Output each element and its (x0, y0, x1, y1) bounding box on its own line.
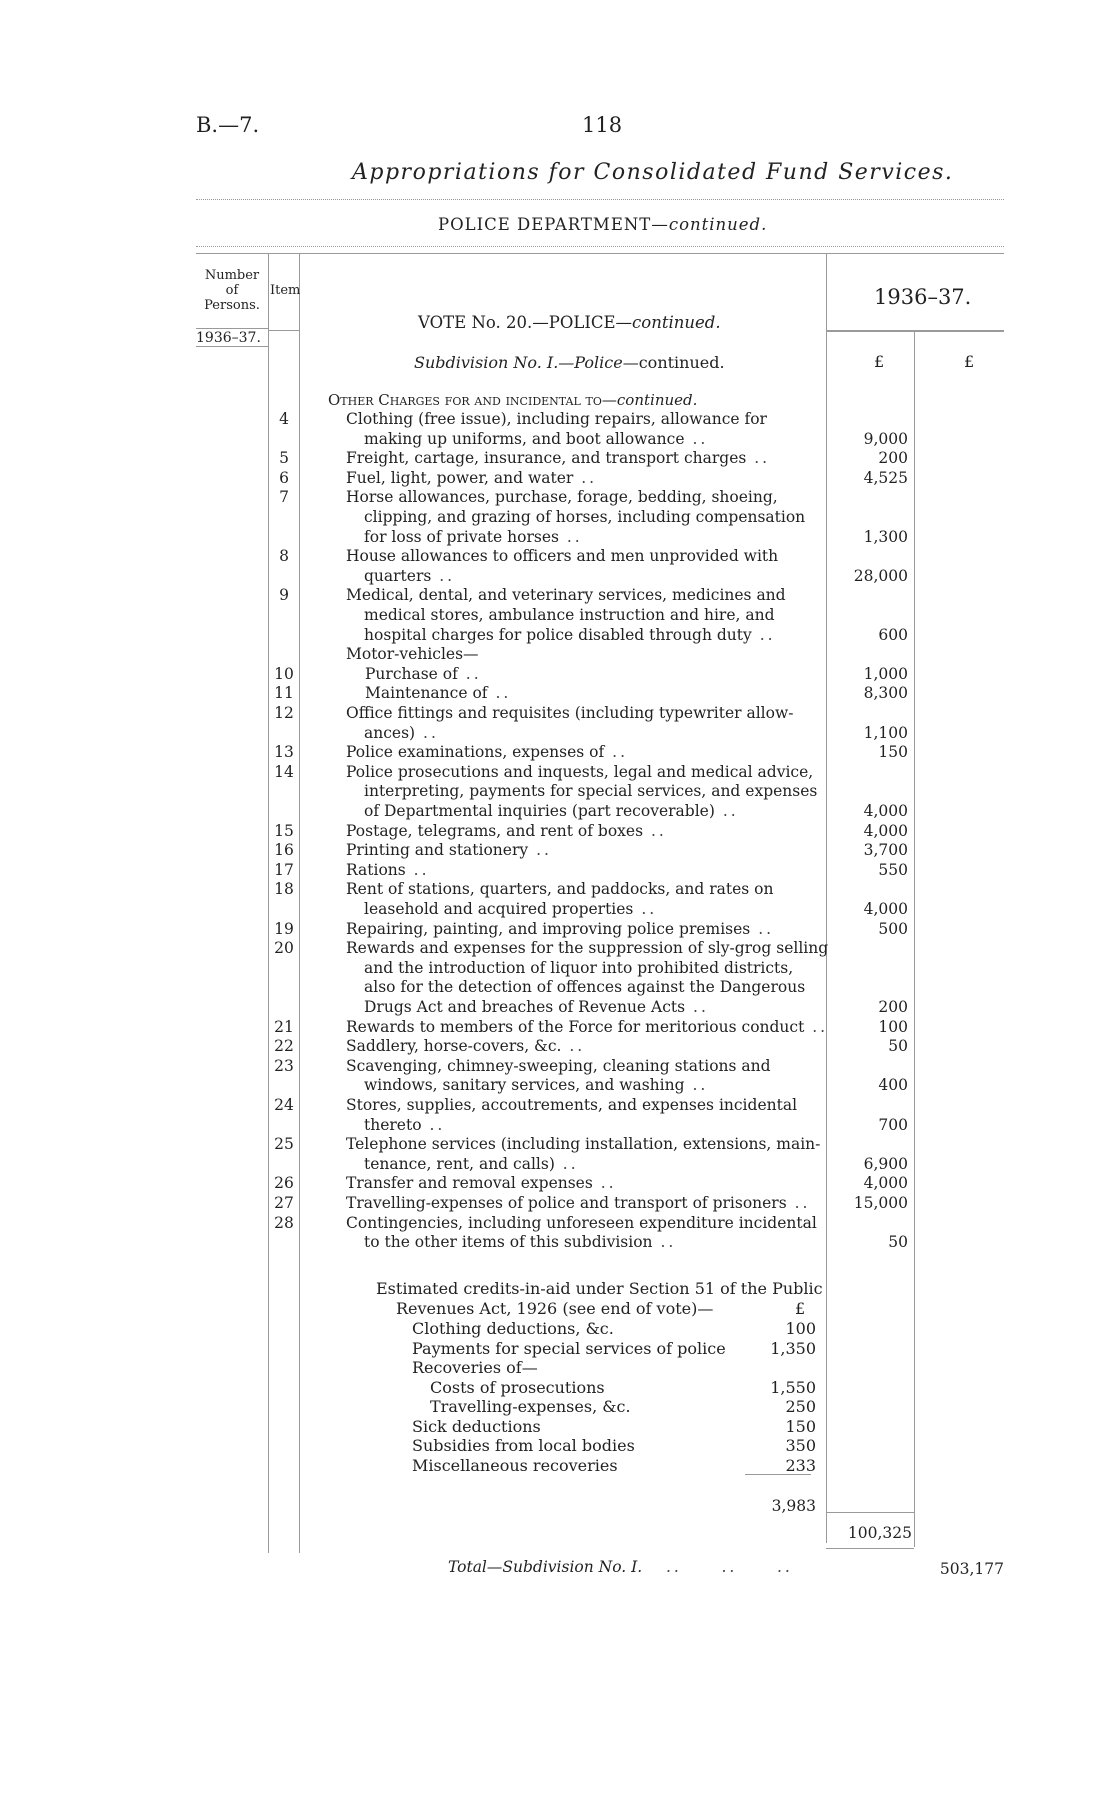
item-amount: 4,525 (863, 468, 908, 487)
item-description-line: ances) .. (364, 723, 439, 742)
item-description-text: Contingencies, including unforeseen expenditure incidental (346, 1213, 817, 1232)
credit-row-amount: 1,350 (770, 1338, 816, 1358)
item-description-text: quarters (364, 566, 432, 585)
page-number: 118 (582, 113, 623, 137)
item-amount: 50 (888, 1037, 908, 1056)
item-amount: 28,000 (853, 566, 908, 585)
item-description-text: medical stores, ambulance instruction and hire, and (364, 606, 775, 624)
item-amount: 4,000 (863, 1174, 908, 1193)
item-description-line (346, 488, 778, 507)
item-amount: 4,000 (863, 802, 908, 820)
item-number: 6 (279, 468, 289, 487)
item-description-text: tenance, rent, and calls) (364, 1154, 555, 1173)
item-number: 12 (274, 704, 294, 722)
item-description-line (346, 880, 774, 899)
item-description-line: for loss of private horses .. (364, 527, 583, 546)
item-description-line (346, 939, 828, 958)
item-description-line (346, 586, 786, 605)
item-description-line (364, 978, 805, 997)
item-description-line: hospital charges for police disabled through duty .. (364, 625, 776, 644)
item-amount: 15,000 (853, 1194, 908, 1212)
item-amount: 4,000 (863, 900, 908, 918)
item-description-text: Rations (346, 860, 406, 879)
credits-total: 3,983 (771, 1497, 816, 1515)
item-number: 19 (274, 919, 294, 938)
page-title: Appropriations for Consolidated Fund Services. (352, 160, 954, 185)
item-description-line: Purchase of .. (365, 664, 482, 683)
item-description-line (346, 547, 778, 566)
item-description-line (364, 782, 817, 801)
item-description-text: thereto (364, 1115, 422, 1134)
credit-row-amount: 233 (785, 1455, 816, 1475)
item-description-text: Telephone services (including installation, extensions, main- (346, 1135, 821, 1154)
credit-row-label: Subsidies from local bodies (412, 1436, 635, 1455)
table-top-rule (196, 253, 1004, 254)
item-description-line: to the other items of this subdivision .. (364, 1233, 677, 1252)
item-description-text: Transfer and removal expenses (346, 1174, 593, 1193)
item-description-text: Police examinations, expenses of (346, 743, 605, 762)
item-description-line: making up uniforms, and boot allowance .. (364, 429, 709, 448)
item-number: 14 (274, 762, 294, 781)
item-description-line (346, 645, 479, 664)
item-number: 4 (279, 410, 289, 428)
credits-heading-1: Estimated credits-in-aid under Section 51 of the Public (376, 1279, 823, 1298)
credits-heading-2: Revenues Act, 1926 (see end of vote)— (396, 1299, 714, 1318)
credit-row-amount: 350 (785, 1436, 816, 1455)
item-number: 20 (274, 939, 294, 958)
subtotal-amount: 100,325 (847, 1524, 912, 1542)
item-amount: 1,300 (863, 527, 908, 546)
item-description-text: of Departmental inquiries (part recoverable) (364, 802, 715, 820)
item-description-text: Scavenging, chimney-sweeping, cleaning stations and (346, 1056, 771, 1075)
item-number: 9 (279, 586, 289, 605)
total-label-text: Total—Subdivision No. I. (448, 1558, 643, 1576)
subdivision-title-text: Subdivision No. I.—Police— (414, 353, 639, 372)
item-number: 23 (274, 1056, 294, 1075)
year-header: 1936–37. (874, 285, 972, 309)
number-of-persons-header (196, 268, 268, 313)
item-number: 27 (274, 1194, 294, 1212)
item-description-line: Printing and stationery .. (346, 841, 552, 860)
department-cont: continued. (668, 215, 768, 234)
item-header: Item (270, 283, 301, 298)
persons-header-line: Persons. (204, 298, 260, 313)
item-description-text: Fuel, light, power, and water (346, 468, 574, 487)
item-number: 8 (279, 547, 289, 566)
item-description-text: clipping, and grazing of horses, including compensation (364, 508, 806, 526)
item-description-text: hospital charges for police disabled through duty (364, 625, 752, 644)
item-amount: 150 (878, 743, 908, 762)
section-heading-cont: continued. (616, 391, 698, 409)
persons-header-line: of (225, 283, 239, 298)
credit-row-label: Recoveries of— (412, 1358, 538, 1377)
credit-row-label: Clothing deductions, &c. (412, 1319, 614, 1338)
item-number: 25 (274, 1135, 294, 1154)
item-amount: 1,000 (863, 664, 908, 683)
item-amount: 100 (878, 1017, 908, 1036)
item-description-text: Saddlery, horse-covers, &c. (346, 1037, 562, 1056)
credit-row-label: Miscellaneous recoveries (412, 1455, 618, 1475)
item-amount: 50 (888, 1233, 908, 1252)
doc-ref: B.—7. (196, 113, 260, 137)
item-description-line (346, 1057, 771, 1076)
item-description-text: Rent of stations, quarters, and paddocks, and rates on (346, 880, 774, 899)
title-rule (196, 199, 1004, 200)
item-description-text: ances) (364, 723, 416, 742)
year-head-rule (826, 330, 1004, 332)
item-description-line: Rations .. (346, 860, 430, 879)
department-name: POLICE DEPARTMENT— (438, 215, 669, 234)
item-description-text: interpreting, payments for special services, and expenses (364, 782, 818, 801)
item-description-text: Office fittings and requisites (including typewriter allow- (346, 704, 794, 722)
section-heading (328, 391, 697, 409)
col-rule-persons (268, 253, 269, 1553)
credit-row-label: Sick deductions (412, 1416, 541, 1436)
item-description-line (346, 704, 793, 723)
item-description-text: Clothing (free issue), including repairs, allowance for (346, 410, 767, 428)
item-number: 22 (274, 1037, 294, 1056)
pound-header-1: £ (874, 352, 885, 371)
item-description-line (364, 508, 805, 527)
item-description-text: Rewards and expenses for the suppression of sly-grog selling (346, 939, 829, 958)
item-description-line: Travelling-expenses of police and transport of prisoners .. (346, 1194, 811, 1212)
item-description-text: Horse allowances, purchase, forage, bedding, shoeing, (346, 488, 778, 507)
item-description-text: also for the detection of offences against the Dangerous (364, 978, 806, 997)
item-description-text: Medical, dental, and veterinary services, medicines and (346, 586, 786, 605)
grand-total-amount: 503,177 (939, 1560, 1004, 1578)
item-number: 7 (279, 488, 289, 507)
item-amount: 8,300 (863, 684, 908, 703)
item-description-line (346, 1096, 797, 1115)
item-description-text: leasehold and acquired properties (364, 900, 634, 918)
persons-year-rule-top (196, 328, 268, 329)
item-amount: 4,000 (863, 821, 908, 840)
credit-row-label: Travelling-expenses, &c. (430, 1397, 631, 1416)
item-number: 15 (274, 821, 294, 840)
credit-row-amount: 1,550 (770, 1377, 816, 1397)
item-amount: 3,700 (863, 841, 908, 860)
item-amount: 200 (878, 998, 908, 1016)
vote-title (418, 313, 721, 332)
item-number: 11 (274, 684, 294, 703)
item-description-line (346, 1135, 820, 1154)
credit-row-amount: 250 (785, 1397, 816, 1416)
persons-year-rule-bottom (196, 346, 268, 347)
item-description-text: Purchase of (365, 664, 458, 683)
item-amount: 550 (878, 860, 908, 879)
item-description-line: leasehold and acquired properties .. (364, 900, 658, 918)
vote-title-text: VOTE No. 20.—POLICE— (418, 313, 633, 332)
department-heading (438, 215, 767, 234)
item-description-text: Printing and stationery (346, 841, 529, 860)
item-description-line: Freight, cartage, insurance, and transport charges .. (346, 449, 771, 468)
item-description-text: Freight, cartage, insurance, and transport charges (346, 449, 747, 468)
item-description-line (346, 763, 813, 782)
pound-header-2: £ (964, 352, 975, 371)
item-amount: 9,000 (863, 429, 908, 448)
item-description-text: to the other items of this subdivision (364, 1233, 653, 1252)
item-description-text: Postage, telegrams, and rent of boxes (346, 821, 644, 840)
credit-row-amount: 150 (785, 1416, 816, 1436)
item-description-line: Maintenance of .. (365, 684, 512, 703)
item-amount: 600 (878, 625, 908, 644)
item-description-line (346, 1214, 817, 1233)
item-amount: 6,900 (863, 1154, 908, 1173)
subdivision-title (414, 353, 725, 372)
item-description-text: House allowances to officers and men unprovided with (346, 547, 779, 566)
item-amount: 1,100 (863, 723, 908, 742)
persons-year: 1936–37. (196, 330, 261, 346)
credit-row-label: Costs of prosecutions (430, 1377, 605, 1397)
department-rule (196, 246, 1004, 247)
item-description-line: of Departmental inquiries (part recoverable) .. (364, 802, 739, 820)
section-heading-text: Other Charges for and incidental to— (328, 391, 617, 409)
item-amount: 200 (878, 449, 908, 468)
item-amount: 400 (878, 1076, 908, 1095)
credit-row-label: Payments for special services of police (412, 1338, 726, 1358)
item-description-line (364, 959, 793, 978)
item-number: 18 (274, 880, 294, 899)
item-description-line: Saddlery, horse-covers, &c. .. (346, 1037, 586, 1056)
item-description-text: Police prosecutions and inquests, legal and medical advice, (346, 762, 814, 781)
item-amount: 700 (878, 1115, 908, 1134)
item-description-line: tenance, rent, and calls) .. (364, 1154, 579, 1173)
item-head-rule (268, 330, 299, 331)
item-number: 21 (274, 1017, 294, 1036)
total-subdivision-label: Total—Subdivision No. I. .. .. .. (448, 1558, 793, 1576)
item-description-text: Motor-vehicles— (346, 645, 479, 664)
item-description-text: making up uniforms, and boot allowance (364, 429, 685, 448)
item-description-line: quarters .. (364, 566, 456, 585)
item-number: 16 (274, 841, 294, 860)
subtotal-rule-bottom (826, 1548, 914, 1549)
item-description-text: windows, sanitary services, and washing (364, 1076, 685, 1095)
item-number: 17 (274, 860, 294, 879)
col-rule-item (299, 253, 300, 1553)
subtotal-rule-top (826, 1512, 914, 1513)
item-description-line: Fuel, light, power, and water .. (346, 468, 598, 487)
item-number: 13 (274, 743, 294, 762)
item-amount: 500 (878, 919, 908, 938)
item-description-line: Repairing, painting, and improving police premises .. (346, 919, 775, 938)
item-number: 5 (279, 449, 289, 468)
item-description-line: Police examinations, expenses of .. (346, 743, 629, 762)
col-rule-description (826, 253, 827, 1543)
item-description-line (364, 606, 775, 625)
item-description-text: Drugs Act and breaches of Revenue Acts (364, 998, 686, 1016)
item-description-text: Repairing, painting, and improving police premises (346, 919, 751, 938)
item-description-line: Postage, telegrams, and rent of boxes .. (346, 821, 667, 840)
item-description-text: for loss of private horses (364, 527, 559, 546)
item-description-line: Drugs Act and breaches of Revenue Acts .. (364, 998, 709, 1016)
item-description-line: thereto .. (364, 1115, 446, 1134)
item-description-text: Maintenance of (365, 684, 488, 703)
item-description-line (346, 410, 767, 429)
item-description-line: Transfer and removal expenses .. (346, 1174, 617, 1193)
credits-pound: £ (795, 1299, 806, 1318)
item-number: 28 (274, 1213, 294, 1232)
item-number: 26 (274, 1174, 294, 1193)
item-description-text: and the introduction of liquor into prohibited districts, (364, 958, 794, 977)
item-description-line: windows, sanitary services, and washing .. (364, 1076, 709, 1095)
item-description-line: Rewards to members of the Force for meritorious conduct .. (346, 1017, 829, 1036)
item-description-text: Stores, supplies, accoutrements, and expenses incidental (346, 1096, 798, 1114)
col-rule-amount (914, 330, 915, 1547)
persons-header-line: Number (204, 268, 260, 283)
vote-title-cont: continued. (632, 313, 721, 332)
credit-row-amount: 100 (785, 1319, 816, 1338)
item-description-text: Travelling-expenses of police and transport of prisoners (346, 1194, 787, 1212)
item-number: 10 (274, 664, 294, 683)
subdivision-title-cont: continued. (638, 353, 725, 372)
item-number: 24 (274, 1096, 294, 1114)
item-description-text: Rewards to members of the Force for meritorious conduct (346, 1017, 805, 1036)
